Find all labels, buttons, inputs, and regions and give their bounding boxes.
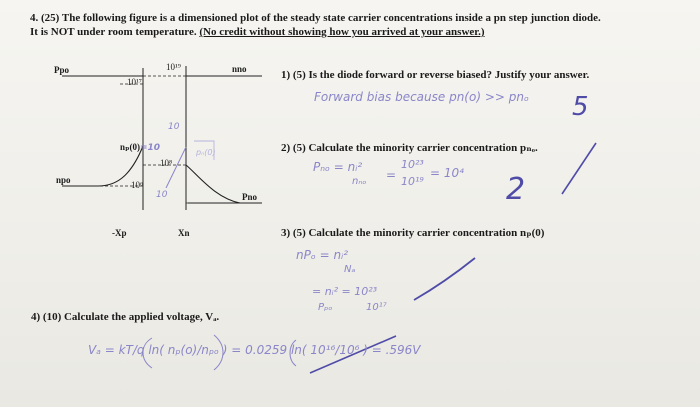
answer-2-result: = 10⁴ <box>430 166 464 180</box>
problem-statement-plain: It is NOT under room temperature. <box>30 26 200 38</box>
np0-hw-value: =10 <box>140 143 161 153</box>
np0-label <box>120 142 160 153</box>
pn-curve <box>186 165 240 203</box>
hw-10-4-a: 10 <box>168 122 180 132</box>
answer-3-line2: = nᵢ² = 10²³ <box>312 285 378 298</box>
problem-statement-line1: 4. (25) The following figure is a dimensioned plot of the steady state carrier concentrations inside a pn step junction diode. <box>30 12 601 24</box>
answer-2-eq: = <box>386 168 397 182</box>
x-right-label: Xn <box>178 228 190 238</box>
val-1017: 10¹⁷ <box>127 77 142 87</box>
hw-10-4-b: 10 <box>156 190 168 200</box>
question-2: 2) (5) Calculate the minority carrier concentration pₙₒ. <box>281 142 538 154</box>
question-4: 4) (10) Calculate the applied voltage, Vₐ. <box>31 311 220 323</box>
answer-1: Forward bias because pn(o) >> pnₒ <box>314 90 529 104</box>
score-1: 5 <box>572 92 589 122</box>
q2-check-stroke <box>562 143 596 194</box>
nno-label: nno <box>232 64 247 74</box>
val-1019: 10¹⁹ <box>166 62 181 72</box>
answer-2-den: nₙₒ <box>352 176 367 187</box>
val-108: 10⁸ <box>160 158 173 168</box>
npo-label: npo <box>56 175 71 185</box>
answer-4: Vₐ = kT/q ln( nₚ(o)/nₚₒ ) = 0.0259 ln( 10¹⁶/10⁶ ) = .596V <box>88 343 421 357</box>
answer-3-den2a: Pₚₒ <box>318 302 333 313</box>
question-1: 1) (5) Is the diode forward or reverse biased? Justify your answer. <box>281 69 590 81</box>
answer-3-den2b: 10¹⁷ <box>366 302 387 313</box>
answer-3-lhs: nPₒ = nᵢ² <box>296 248 349 262</box>
answer-2-den2: 10¹⁹ <box>401 175 424 188</box>
q3-check-stroke <box>414 258 475 300</box>
x-left-label: -Xp <box>112 228 127 238</box>
answer-2-num: 10²³ <box>401 158 424 171</box>
pno-label: Pno <box>242 192 258 202</box>
val-106: 10⁶ <box>131 180 144 190</box>
score-2: 2 <box>506 172 526 207</box>
ppo-label: Ppo <box>54 65 70 75</box>
np0-text: nₚ(0) <box>120 142 140 152</box>
problem-statement-underlined: (No credit without showing how you arrived at your answer.) <box>199 26 485 38</box>
answer-2-lhs: Pₙₒ = nᵢ² <box>313 160 363 174</box>
question-3: 3) (5) Calculate the minority carrier concentration nₚ(0) <box>281 227 545 239</box>
hw-pn0: pₙ(0) <box>196 148 216 157</box>
answer-3-den: Nₐ <box>344 264 356 275</box>
